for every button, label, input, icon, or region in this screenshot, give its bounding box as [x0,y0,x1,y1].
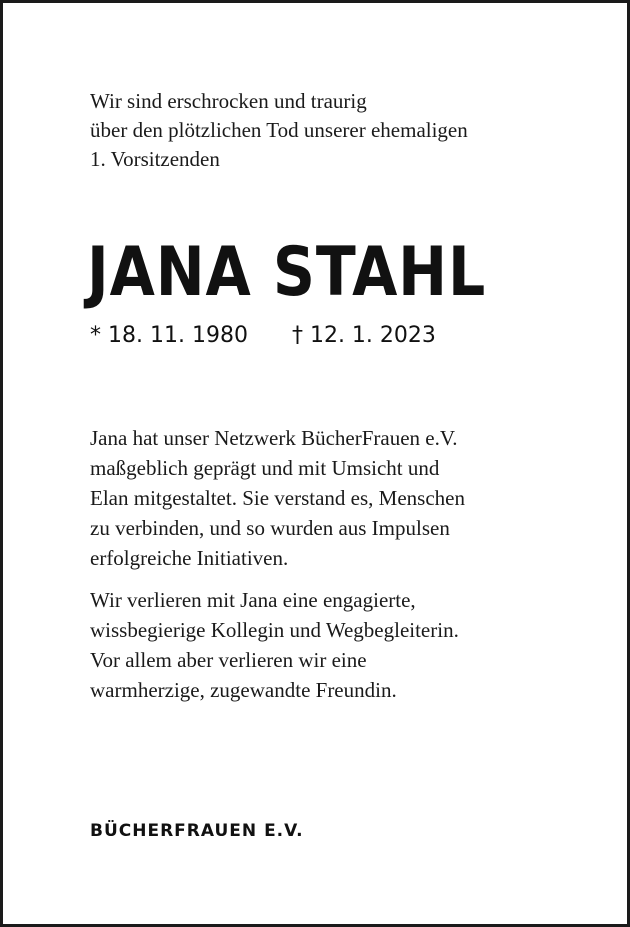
paragraph-line: Jana hat unser Netzwerk BücherFrauen e.V. [90,426,458,450]
intro-text [90,87,590,174]
tribute-paragraph-1 [90,423,590,573]
deceased-name: JANA STAHL [87,233,487,312]
signature-organization: BÜCHERFRAUEN E.V. [90,821,304,841]
tribute-paragraph-2 [90,585,590,705]
paragraph-line: zu verbinden, und so wurden aus Impulsen [90,516,450,540]
paragraph-line: maßgeblich geprägt und mit Umsicht und [90,456,440,480]
paragraph-line: warmherzige, zugewandte Freundin. [90,678,397,702]
intro-line: Wir sind erschrocken und traurig [90,89,367,113]
intro-line: 1. Vorsitzenden [90,147,220,171]
death-date: † 12. 1. 2023 [291,323,436,348]
life-dates [90,321,436,351]
birth-date: * 18. 11. 1980 [90,323,248,348]
intro-line: über den plötzlichen Tod unserer ehemaligen [90,118,468,142]
paragraph-line: Elan mitgestaltet. Sie verstand es, Menschen [90,486,465,510]
paragraph-line: Wir verlieren mit Jana eine engagierte, [90,588,416,612]
paragraph-line: erfolgreiche Initiativen. [90,546,289,570]
paragraph-line: Vor allem aber verlieren wir eine [90,648,367,672]
paragraph-line: wissbegierige Kollegin und Wegbegleiterin. [90,618,459,642]
